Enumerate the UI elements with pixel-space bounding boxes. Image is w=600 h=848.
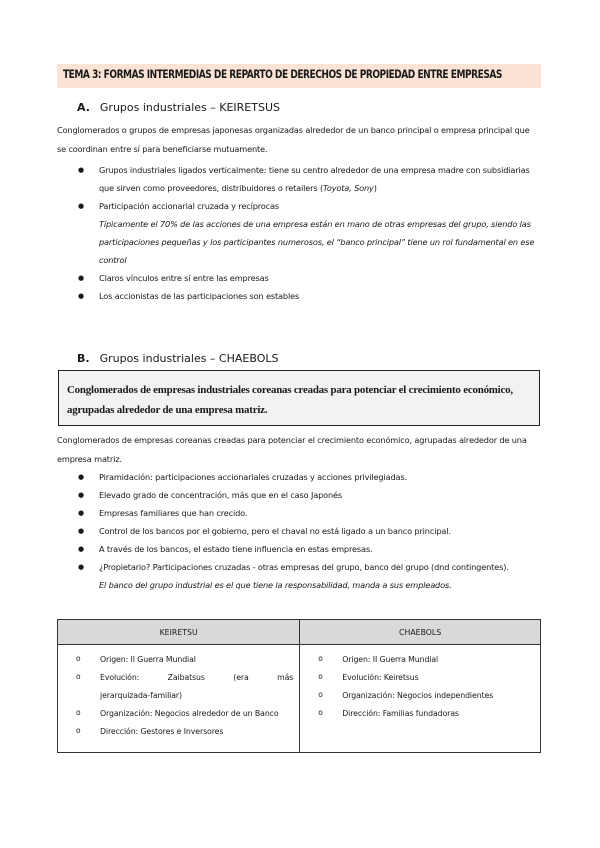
list-item: ● Piramidación: participaciones accionariales cruzadas y acciones privilegiadas. [78, 468, 548, 486]
list-item: o Dirección: Gestores e Inversores [66, 723, 293, 741]
list-item: o Organización: Negocios independientes [308, 687, 534, 705]
list-item: o Dirección: Familias fundadoras [308, 705, 534, 723]
list-item: ● Los accionistas de las participaciones son estables [78, 287, 548, 305]
list-item: o Evolución: Keiretsus [308, 669, 534, 687]
section-b-intro-line2: empresa matriz. [57, 454, 122, 464]
section-b-intro-line1: Conglomerados de empresas coreanas creadas para potenciar el crecimiento económico, agrupadas alrededor de una [57, 435, 527, 445]
section-b-letter: B. [77, 352, 90, 365]
page-title: TEMA 3: FORMAS INTERMEDIAS DE REPARTO DE DERECHOS DE PROPIEDAD ENTRE EMPRESAS [63, 68, 502, 81]
section-a-bullets [78, 161, 548, 305]
section-b-bullets [78, 468, 548, 594]
list-item: ● ¿Propietario? Participaciones cruzadas - otras empresas del grupo, banco del grupo (dnd contingentes). El banco del grupo industrial es el que tiene la responsabilidad, manda a sus empleados. [78, 558, 548, 594]
table-cell-keiretsu [58, 645, 300, 753]
list-item: ● A través de los bancos, el estado tiene influencia en estas empresas. [78, 540, 548, 558]
section-a-letter: A. [77, 101, 90, 114]
list-item: o Origen: II Guerra Mundial [66, 651, 293, 669]
table-header-chaebols: CHAEBOLS [300, 620, 541, 645]
comparison-table [57, 619, 541, 753]
section-a-intro-line1: Conglomerados o grupos de empresas japonesas organizadas alrededor de un banco principal o empresa principal que [57, 125, 530, 135]
section-a-intro-line2: se coordinan entre sí para beneficiarse mutuamente. [57, 144, 268, 154]
section-b-title: Grupos industriales – CHAEBOLS [99, 352, 279, 365]
list-item: o Origen: II Guerra Mundial [308, 651, 534, 669]
table-cell-chaebols [300, 645, 541, 753]
definition-box [58, 370, 540, 426]
section-a-title: Grupos industriales – KEIRETSUS [99, 101, 280, 114]
example-companies: Toyota, Sony [323, 183, 374, 193]
list-item: o Evolución: Zaibatsus (era más jerarquizada-familiar) [66, 669, 293, 705]
definition-line2: agrupadas alrededor de una empresa matriz. [67, 404, 268, 416]
list-item: ● Control de los bancos por el gobierno, pero el chaval no está ligado a un banco principal. [78, 522, 548, 540]
section-b-intro [57, 431, 547, 469]
list-item: ● Elevado grado de concentración, más que en el caso Japonés [78, 486, 548, 504]
table-header-keiretsu: KEIRETSU [58, 620, 300, 645]
list-item: o Organización: Negocios alrededor de un Banco [66, 705, 293, 723]
section-a-intro [57, 121, 547, 159]
list-item: ● Empresas familiares que han crecido. [78, 504, 548, 522]
section-a-heading [77, 101, 280, 114]
italic-note: Típicamente el 70% de las acciones de una empresa están en mano de otras empresas del grupo, siendo las [99, 219, 531, 229]
list-item: ● Participación accionarial cruzada y recíprocas Típicamente el 70% de las acciones de una empresa están en mano de otras empresas del grupo, siendo las participaciones pequeñas y los participantes numerosos, el “banco principal” tiene un rol fundamental en ese control [78, 197, 548, 269]
definition-line1: Conglomerados de empresas industriales coreanas creadas para potenciar el crecimiento económico, [67, 384, 513, 396]
italic-note: El banco del grupo industrial es el que tiene la responsabilidad, manda a sus empleados. [99, 580, 452, 590]
list-item: ● Grupos industriales ligados verticalmente: tiene su centro alrededor de una empresa madre con subsidiarias que sirven como proveedores, distribuidores o retailers (Toyota, Sony) [78, 161, 548, 197]
section-b-heading [77, 352, 278, 365]
list-item: ● Claros vínculos entre sí entre las empresas [78, 269, 548, 287]
